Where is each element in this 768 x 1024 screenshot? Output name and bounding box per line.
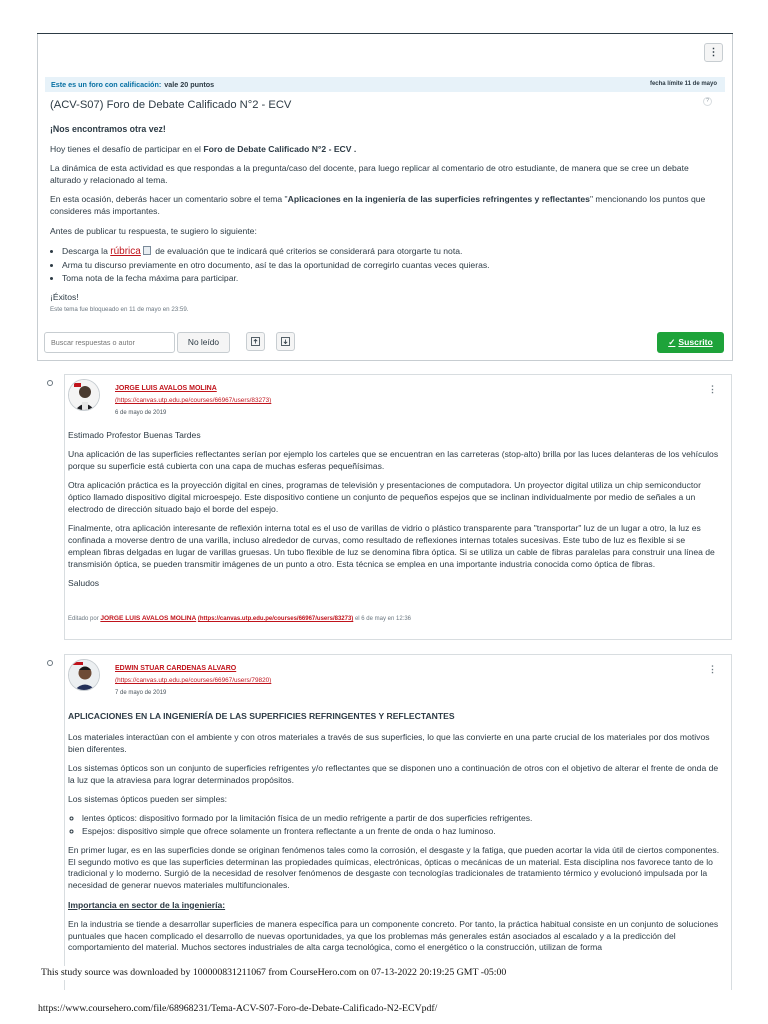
search-input[interactable] (44, 332, 175, 353)
collapse-all-button[interactable] (276, 332, 295, 351)
graded-label: Este es un foro con calificación: (51, 79, 162, 89)
post-paragraph: Otra aplicación práctica es la proyección digital en cines, programas de televisión y presentaciones de computadora. Un proyector digital utiliza un chip semiconductor óptico llamado dispositivo digital microespejo. Este dispositivo contiene un conjunto de pequeños espejos que se inclinan individualmente por medio de señales a un electrodo de dirección situado bajo el borde del espejo. (68, 480, 701, 514)
avatar[interactable] (68, 659, 100, 691)
edited-note: Editado por JORGE LUIS AVALOS MOLINA (https://canvas.utp.edu.pe/courses/66967/users/83273) el 6 de may en 12:36 (68, 615, 412, 622)
author-url[interactable]: (https://canvas.utp.edu.pe/courses/66967/users/83273) (115, 397, 272, 404)
dynamics-paragraph: La dinámica de esta actividad es que respondas a la pregunta/caso del docente, para luego replicar al comentario de otro estudiante, de manera que se cree un debate alturado y relacionado al tema. (50, 163, 689, 186)
entry-options-icon[interactable]: ⋮ (708, 384, 716, 394)
entry-unread-indicator (47, 380, 53, 386)
topic-body (50, 123, 720, 312)
avatar[interactable] (68, 379, 100, 411)
expand-all-button[interactable] (246, 332, 265, 351)
post-paragraph: Finalmente, otra aplicación interesante de reflexión interna total es el uso de varillas de vidrio o plástico transparente para "transportar" luz de un lugar a otro, la luz es confinada a moverse dentro de una varilla, incluso alrededor de curvas, como resultado de reflexiones internas totales sucesivas. Este tubo de luz es flexible si se emplean fibras delgadas en lugar de varillas gruesas. Un tubo flexible de luz se denomina fibra óptica. Si se utiliza un cable de fibras paralelas para construir una línea de transmisión óptica, se pueden transmitir imágenes de un punto a otro. Esta técnica se emplea en una importante industria conocida como óptica de fibras. (68, 523, 715, 569)
tips-list (62, 245, 720, 285)
edited-by-link[interactable]: JORGE LUIS AVALOS MOLINA (100, 615, 197, 622)
tip-item: • Toma nota de la fecha máxima para participar. (62, 273, 720, 285)
post-paragraph: Los materiales interactúan con el ambiente y con otros materiales a través de sus superficies, lo que las convierte en una parte crucial de los materiales por dos motivos bien diferentes. (68, 731, 710, 754)
kebab-icon: ⋮ (708, 46, 719, 58)
expand-icon (251, 337, 260, 346)
tip-item: • Arma tu discurso previamente en otro documento, así te das la oportunidad de corregirlo cuantas veces quieras. (62, 260, 720, 272)
graded-points: vale 20 puntos (164, 79, 215, 89)
subscribed-button[interactable]: ✓ Suscrito (657, 332, 724, 353)
post-paragraph: En la industria se tiende a desarrollar superficies de manera específica para un componente concreto. Por tanto, la práctica habitual consiste en un conjunto de soluciones puntuales que hacen complicado el desarrollo de nuevas oportunidades, ya que los problemas más generales están asociados al escalado y a la predicción del comportamiento del material. Muchos sectores industriales de alta carga tecnológica, como el energético o la construcción, utilizan de forma (68, 918, 719, 953)
before-publish-paragraph: Antes de publicar tu respuesta, te sugiero lo siguiente: (50, 225, 257, 236)
page-title: (ACV-S07) Foro de Debate Calificado N°2 - ECV (50, 99, 292, 111)
post-paragraph: Los sistemas ópticos son un conjunto de superficies refrigentes y/o reflectantes que se disponen uno a continuación de otros con el objetivo de alterar el frente de onda de la luz que la atraviesa para lograr determinados propósitos. (68, 762, 719, 785)
greeting: ¡Nos encontramos otra vez! (50, 124, 166, 134)
tip-item: • Descarga la rúbrica de evaluación que te indicará qué criterios se considerará para otorgarte tu nota. (62, 245, 720, 259)
author-name[interactable]: JORGE LUIS AVALOS MOLINA (115, 385, 217, 392)
post-paragraph: Saludos (68, 577, 100, 588)
file-preview-icon[interactable] (143, 246, 151, 255)
occasion-paragraph: En esta ocasión, deberás hacer un comentario sobre el tema "Aplicaciones en la ingeniería de las superficies refringentes y reflectantes" mencionando los puntos que consideres más importantes. (50, 194, 706, 217)
post-heading: APLICACIONES EN LA INGENIERÍA DE LAS SUPERFICIES REFRINGENTES Y REFLECTANTES (68, 711, 455, 721)
author-url[interactable]: (https://canvas.utp.edu.pe/courses/66967/users/79820) (115, 677, 272, 684)
entry-options-icon[interactable]: ⋮ (708, 664, 716, 674)
due-date: fecha límite 11 de mayo (649, 81, 717, 87)
post-paragraph: En primer lugar, es en las superficies donde se originan fenómenos tales como la corrosión, el desgaste y la fatiga, que pueden acortar la vida útil de ciertos componentes. El segundo motivo es que las superficies determinan las propiedades químicas, electrónicas, ópticas o mecánicas de un material. Esta disciplina nos favorece tanto de lo tradicional y lo moderno. Surgió de la necesidad de resolver fenómenos de desgaste con tecnologías tradicionales de tratamiento térmico y evolucionó impulsada por la necesidad de generar nuevos materiales multifuncionales. (68, 844, 720, 891)
post-body (68, 430, 720, 597)
topic-options-button[interactable] (704, 43, 723, 62)
post-subheading: Importancia en sector de la ingeniería: (68, 899, 226, 910)
download-watermark: This study source was downloaded by 100000831211067 from CourseHero.com on 07-13-2022 20:19:25 GMT -05:00 (41, 967, 507, 978)
graded-banner (45, 77, 725, 92)
list-item: ◦ Espejos: dispositivo simple que ofrece solamente un frontera reflectante a un frente de onda o haz luminoso. (82, 826, 720, 838)
list-item: ◦ lentes ópticos: dispositivo formado por la limitación física de un medio refrigente a partir de dos superficies refrigentes. (82, 813, 720, 825)
post-body (68, 711, 720, 966)
help-icon[interactable]: ? (703, 97, 712, 106)
post-date: 6 de mayo de 2019 (115, 410, 167, 416)
unread-filter-button[interactable]: No leído (177, 332, 230, 353)
entry-unread-indicator (47, 660, 53, 666)
check-icon: ✓ (668, 336, 676, 347)
collapse-icon (281, 337, 290, 346)
rubric-link[interactable]: rúbrica (110, 245, 141, 257)
post-paragraph: Estimado Profestor Buenas Tardes (68, 430, 201, 440)
post-paragraph: Los sistemas ópticos pueden ser simples: (68, 793, 228, 804)
source-url: https://www.coursehero.com/file/68968231/Tema-ACV-S07-Foro-de-Debate-Calificado-N2-ECVpdf/ (38, 1003, 438, 1014)
locked-note: Este tema fue bloqueado en 11 de mayo en 23:59. (50, 306, 189, 313)
author-name[interactable]: EDWIN STUAR CARDENAS ALVARO (115, 665, 237, 672)
intro-paragraph: Hoy tienes el desafío de participar en el Foro de Debate Calificado N°2 - ECV . (50, 144, 357, 155)
post-date: 7 de mayo de 2019 (115, 690, 167, 696)
edited-by-url[interactable]: (https://canvas.utp.edu.pe/courses/66967/users/83273) (197, 616, 354, 622)
closing-text: ¡Éxitos! (50, 292, 79, 303)
optical-systems-list (82, 813, 720, 838)
post-paragraph: Una aplicación de las superficies reflectantes serían por ejemplo los carteles que se encuentran en las carreteras (stop-alto) brilla por las luces delanteras de los vehículos porque su superficie está cubierta con una capa de muchas esferas pequeñísimas. (68, 449, 719, 472)
